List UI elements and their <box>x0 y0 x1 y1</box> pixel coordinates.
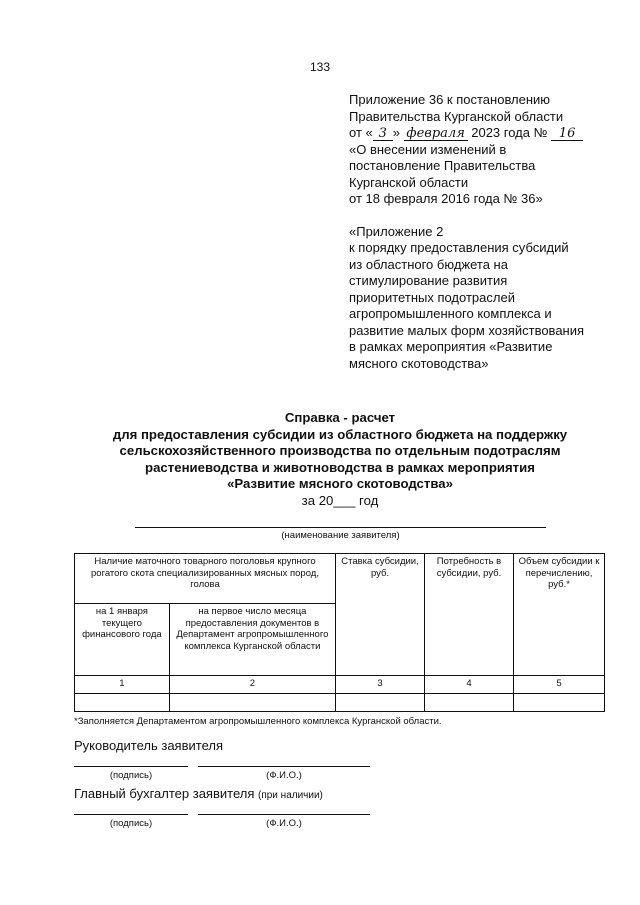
header-jan1: на 1 января текущего финансового года <box>75 604 170 676</box>
column-number: 5 <box>514 676 605 694</box>
accountant-signature-title <box>74 786 323 801</box>
appendix-line: агропромышленного комплекса и <box>349 306 552 321</box>
appendix-block <box>349 92 619 372</box>
appendix-line: из областного бюджета на <box>349 256 508 272</box>
accountant-title: Главный бухгалтер заявителя <box>74 786 255 801</box>
accountant-fio-line <box>198 814 370 815</box>
header-livestock: Наличие маточного товарного поголовья крупного рогатого скота специализированных мясных пород, голова <box>75 554 336 604</box>
head-fio-caption: (Ф.И.О.) <box>266 770 302 781</box>
appendix-line: Приложение 36 к постановлению <box>349 92 551 107</box>
appendix-line: приоритетных подотраслей <box>349 289 515 305</box>
date-quote: » <box>392 125 400 140</box>
empty-cell <box>336 694 425 712</box>
handwritten-month: февраля <box>404 127 468 141</box>
title-line: «Развитие мясного скотоводства» <box>227 476 453 491</box>
title-year-line: за 20___ год <box>301 492 379 508</box>
appendix-line: в рамках мероприятия «Развитие <box>349 339 553 354</box>
column-number: 4 <box>425 676 514 694</box>
date-prefix: от « <box>349 125 373 140</box>
header-need: Потребность в субсидии, руб. <box>425 554 514 676</box>
head-fio-line <box>198 766 370 767</box>
title-line: Справка - расчет <box>284 410 396 425</box>
accountant-fio-caption: (Ф.И.О.) <box>266 818 302 829</box>
header-month-first: на первое число месяца предоставления документов в Департамент агропромышленного комплекса Курганской области <box>169 604 335 676</box>
empty-cell <box>514 694 605 712</box>
accountant-suffix: (при наличии) <box>258 790 323 801</box>
head-sign-line <box>74 766 188 767</box>
accountant-sign-caption: (подпись) <box>109 818 153 829</box>
title-line: растениеводства и животноводства в рамках мероприятия <box>145 459 535 475</box>
handwritten-number: 16 <box>551 127 583 141</box>
column-number: 2 <box>169 676 335 694</box>
column-number: 3 <box>336 676 425 694</box>
appendix-line: Курганской области <box>349 174 469 190</box>
handwritten-day: 3 <box>373 127 393 141</box>
head-sign-caption: (подпись) <box>109 770 153 781</box>
accountant-sign-line <box>74 814 188 815</box>
empty-cell <box>425 694 514 712</box>
appendix-line: развитие малых форм хозяйствования <box>349 322 585 338</box>
appendix-line: стимулирование развития <box>349 273 508 288</box>
title-line: сельскохозяйственного производства по отдельным подотраслям <box>119 443 561 458</box>
appendix-line: мясного скотоводства» <box>349 355 489 371</box>
column-number: 1 <box>75 676 170 694</box>
appendix-date-line <box>349 125 619 142</box>
title-line: для предоставления субсидии из областного бюджета на поддержку <box>112 426 568 442</box>
header-rate: Ставка субсидии, руб. <box>336 554 425 676</box>
appendix-line: постановление Правительства <box>349 158 536 173</box>
calculation-table <box>74 553 605 712</box>
applicant-line <box>135 527 546 528</box>
appendix-line: от 18 февраля 2016 года № 36» <box>349 191 543 206</box>
appendix-line: «О внесении изменений в <box>349 141 507 157</box>
document-title <box>40 410 640 509</box>
empty-cell <box>169 694 335 712</box>
appendix-line: к порядку предоставления субсидий <box>349 240 569 255</box>
header-amount: Объем субсидии к перечислению, руб.* <box>514 554 605 676</box>
appendix-line: «Приложение 2 <box>349 223 444 239</box>
date-year: 2023 года № <box>471 125 548 140</box>
page-number: 133 <box>309 60 331 74</box>
appendix-line: Правительства Курганской области <box>349 108 564 124</box>
footnote: *Заполняется Департаментом агропромышленного комплекса Курганской области. <box>74 716 442 727</box>
head-signature-title: Руководитель заявителя <box>74 738 223 753</box>
empty-cell <box>75 694 170 712</box>
applicant-caption: (наименование заявителя) <box>281 530 400 541</box>
